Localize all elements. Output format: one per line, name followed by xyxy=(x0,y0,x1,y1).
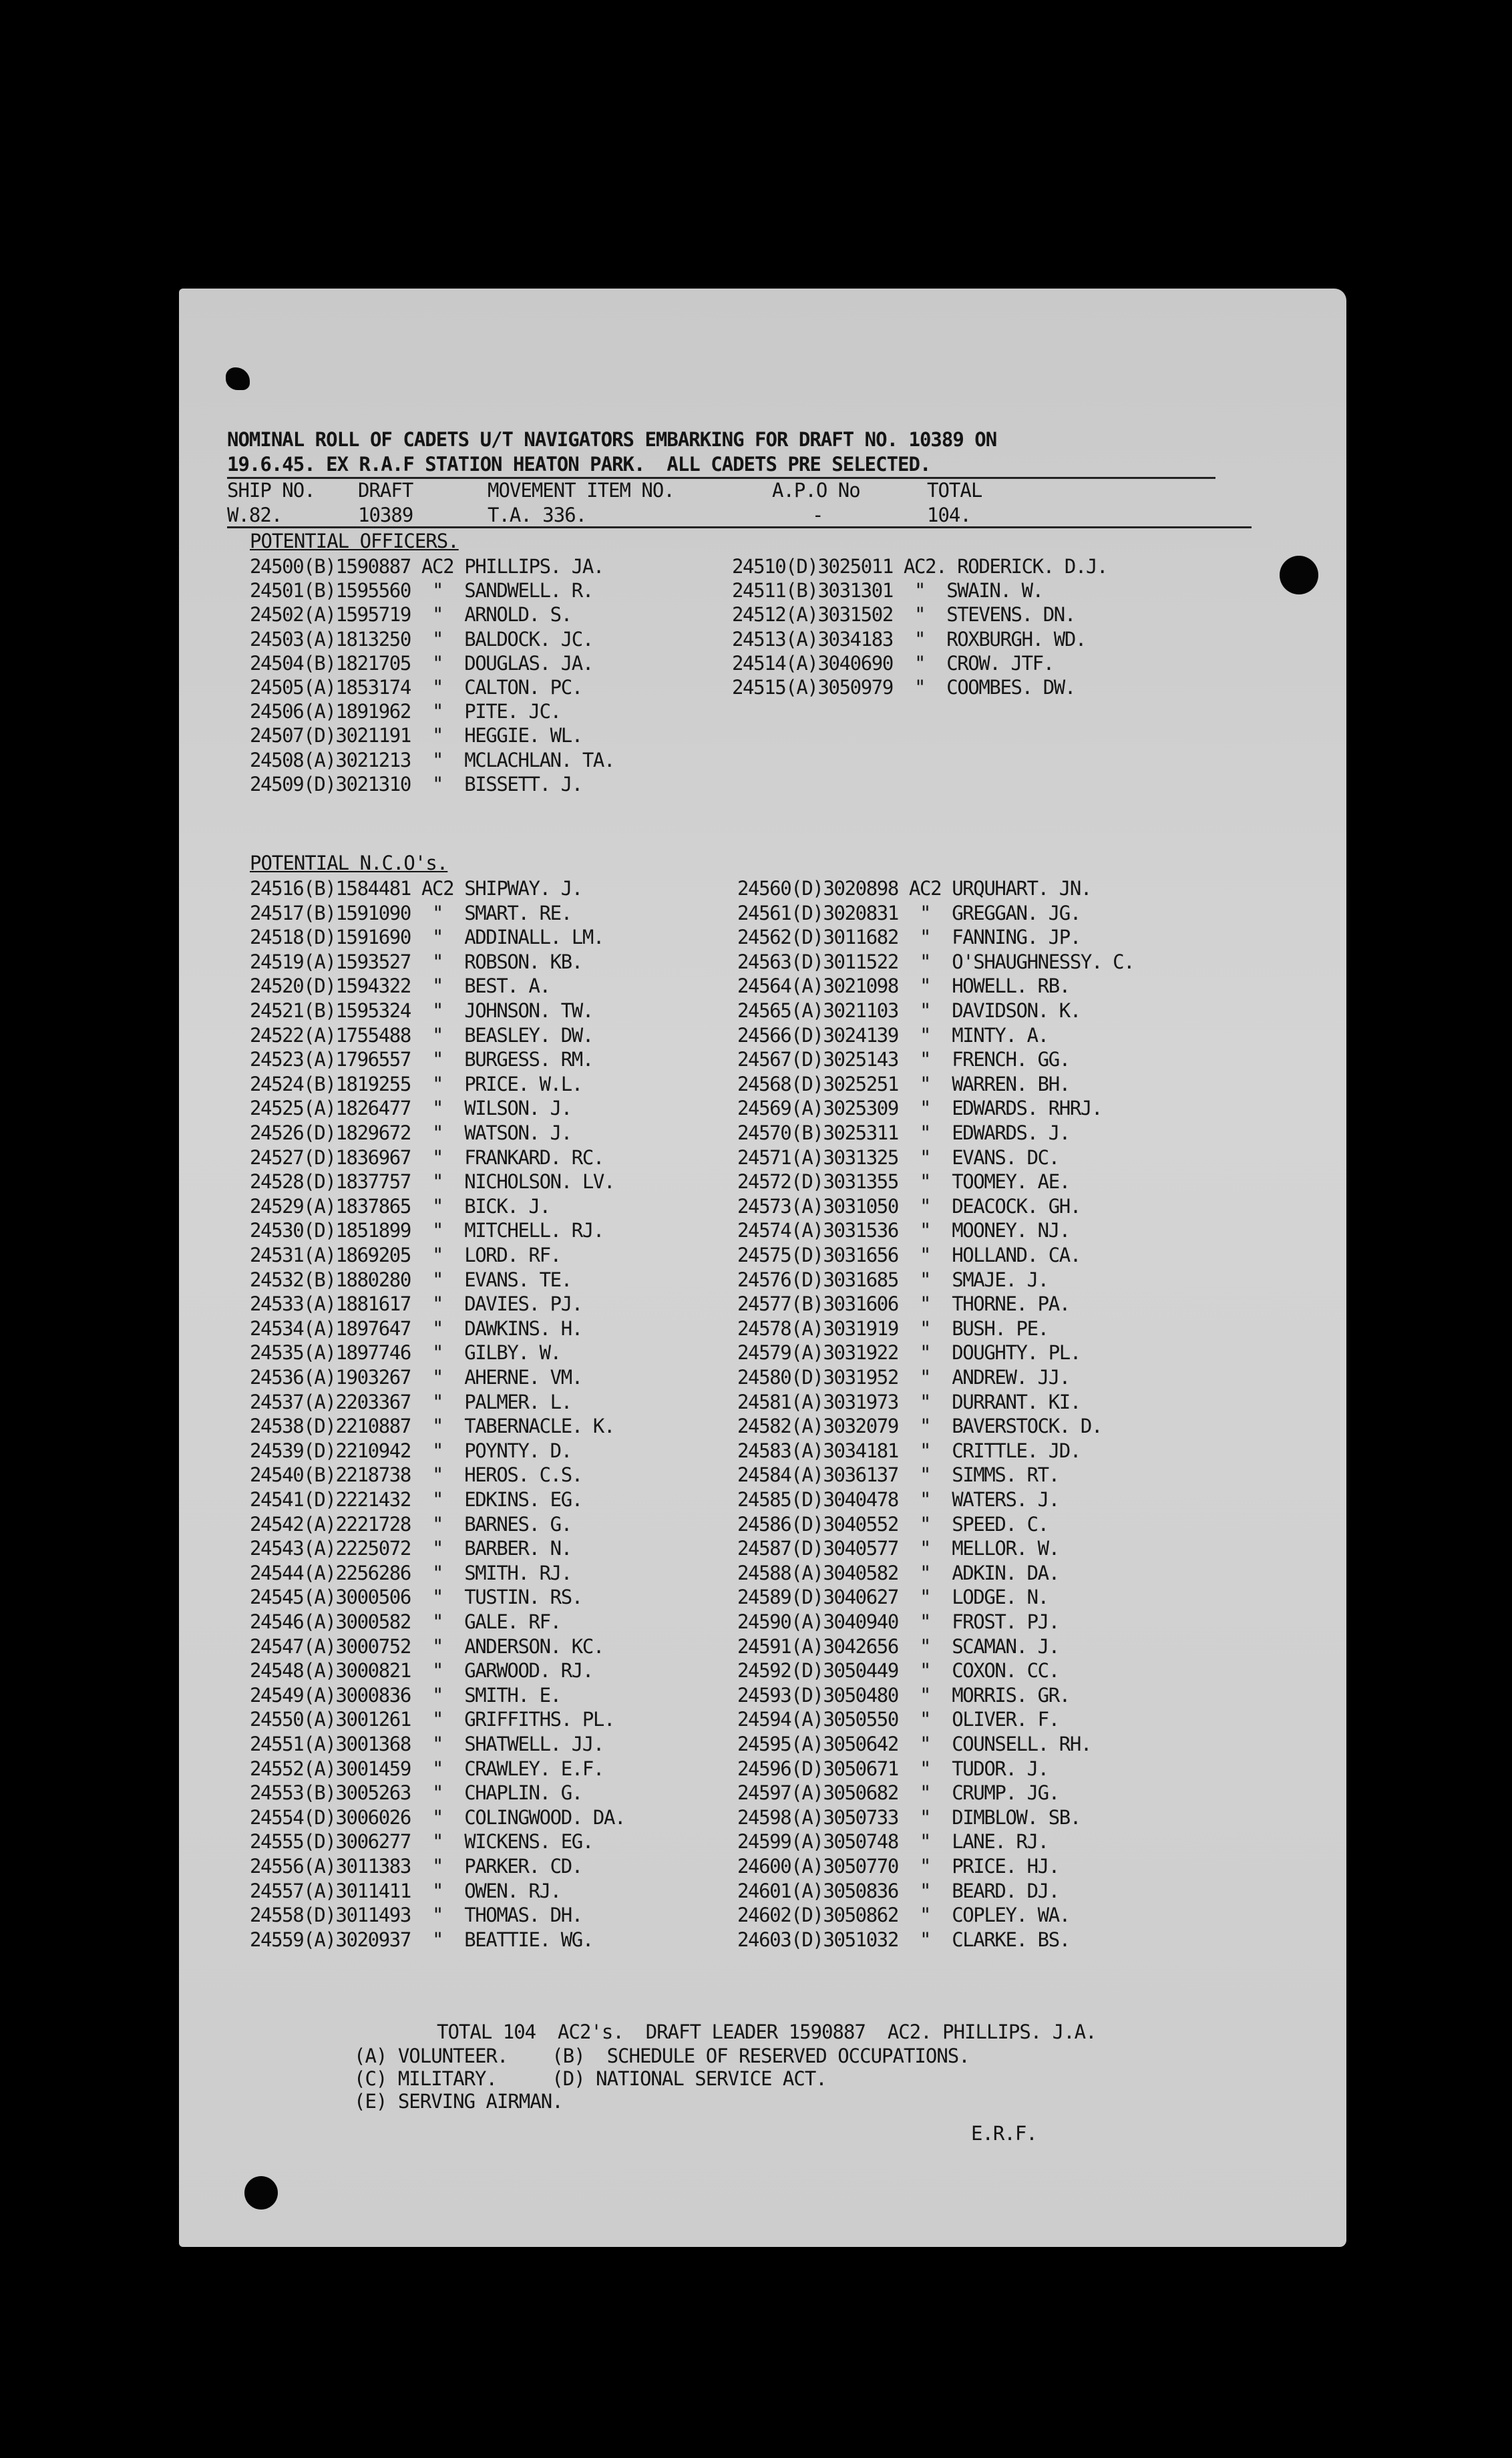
roll-entry: 24598(A)3050733 " DIMBLOW. SB. xyxy=(737,1805,1081,1829)
roll-entry: 24512(A)3031502 " STEVENS. DN. xyxy=(732,603,1075,627)
roll-entry: 24500(B)1590887 AC2 PHILLIPS. JA. xyxy=(250,555,604,578)
roll-entry: 24574(A)3031536 " MOONEY. NJ. xyxy=(737,1219,1070,1242)
col-header-total: TOTAL xyxy=(927,479,982,502)
roll-entry: 24523(A)1796557 " BURGESS. RM. xyxy=(250,1048,593,1071)
col-value-total: 104. xyxy=(927,504,971,526)
roll-entry: 24540(B)2218738 " HEROS. C.S. xyxy=(250,1463,582,1487)
roll-entry: 24530(D)1851899 " MITCHELL. RJ. xyxy=(250,1219,604,1242)
punch-hole xyxy=(1280,556,1318,594)
roll-entry: 24576(D)3031685 " SMAJE. J. xyxy=(737,1268,1049,1291)
total-line: TOTAL 104 AC2's. DRAFT LEADER 1590887 AC2. PHILLIPS. J.A. xyxy=(437,2021,1097,2043)
signature-initials: E.R.F. xyxy=(971,2122,1037,2145)
roll-entry: 24542(A)2221728 " BARNES. G. xyxy=(250,1512,572,1536)
roll-entry: 24536(A)1903267 " AHERNE. VM. xyxy=(250,1366,582,1389)
roll-entry: 24532(B)1880280 " EVANS. TE. xyxy=(250,1268,572,1291)
roll-entry: 24572(D)3031355 " TOOMEY. AE. xyxy=(737,1170,1070,1194)
roll-entry: 24552(A)3001459 " CRAWLEY. E.F. xyxy=(250,1757,604,1780)
roll-entry: 24595(A)3050642 " COUNSELL. RH. xyxy=(737,1733,1091,1755)
roll-entry: 24549(A)3000836 " SMITH. E. xyxy=(250,1683,561,1707)
roll-entry: 24557(A)3011411 " OWEN. RJ. xyxy=(250,1879,561,1902)
roll-entry: 24553(B)3005263 " CHAPLIN. G. xyxy=(250,1781,582,1805)
roll-entry: 24564(A)3021098 " HOWELL. RB. xyxy=(737,975,1070,998)
col-value-draft: 10389 xyxy=(358,504,413,526)
roll-entry: 24596(D)3050671 " TUDOR. J. xyxy=(737,1757,1049,1780)
roll-entry: 24561(D)3020831 " GREGGAN. JG. xyxy=(737,901,1081,924)
section-title-ncos: POTENTIAL N.C.O's. xyxy=(250,852,448,874)
roll-entry: 24514(A)3040690 " CROW. JTF. xyxy=(732,651,1054,675)
roll-entry: 24525(A)1826477 " WILSON. J. xyxy=(250,1097,572,1120)
roll-entry: 24538(D)2210887 " TABERNACLE. K. xyxy=(250,1415,615,1438)
roll-entry: 24511(B)3031301 " SWAIN. W. xyxy=(732,579,1043,602)
col-header-movement: MOVEMENT ITEM NO. xyxy=(488,479,675,502)
roll-entry: 24580(D)3031952 " ANDREW. JJ. xyxy=(737,1366,1070,1389)
roll-entry: 24503(A)1813250 " BALDOCK. JC. xyxy=(250,627,593,651)
roll-entry: 24504(B)1821705 " DOUGLAS. JA. xyxy=(250,651,593,675)
roll-entry: 24535(A)1897746 " GILBY. W. xyxy=(250,1341,561,1365)
roll-entry: 24587(D)3040577 " MELLOR. W. xyxy=(737,1537,1059,1560)
roll-entry: 24555(D)3006277 " WICKENS. EG. xyxy=(250,1830,593,1854)
roll-entry: 24560(D)3020898 AC2 URQUHART. JN. xyxy=(737,877,1091,900)
col-header-apo: A.P.O No xyxy=(772,479,860,502)
roll-entry: 24518(D)1591690 " ADDINALL. LM. xyxy=(250,926,604,949)
roll-entry: 24600(A)3050770 " PRICE. HJ. xyxy=(737,1855,1059,1878)
roll-entry: 24534(A)1897647 " DAWKINS. H. xyxy=(250,1316,582,1340)
roll-entry: 24522(A)1755488 " BEASLEY. DW. xyxy=(250,1023,593,1047)
roll-entry: 24521(B)1595324 " JOHNSON. TW. xyxy=(250,999,593,1022)
roll-entry: 24528(D)1837757 " NICHOLSON. LV. xyxy=(250,1170,615,1194)
roll-entry: 24529(A)1837865 " BICK. J. xyxy=(250,1194,550,1218)
roll-entry: 24539(D)2210942 " POYNTY. D. xyxy=(250,1439,572,1462)
roll-entry: 24562(D)3011682 " FANNING. JP. xyxy=(737,926,1081,949)
roll-entry: 24589(D)3040627 " LODGE. N. xyxy=(737,1586,1049,1609)
roll-entry: 24510(D)3025011 AC2. RODERICK. D.J. xyxy=(732,555,1108,578)
roll-entry: 24548(A)3000821 " GARWOOD. RJ. xyxy=(250,1659,593,1683)
legend-line-2: (C) MILITARY. (D) NATIONAL SERVICE ACT. xyxy=(354,2067,827,2090)
roll-entry: 24543(A)2225072 " BARBER. N. xyxy=(250,1537,572,1560)
roll-entry: 24599(A)3050748 " LANE. RJ. xyxy=(737,1830,1049,1854)
roll-entry: 24546(A)3000582 " GALE. RF. xyxy=(250,1610,561,1633)
roll-entry: 24570(B)3025311 " EDWARDS. J. xyxy=(737,1121,1070,1144)
roll-entry: 24602(D)3050862 " COPLEY. WA. xyxy=(737,1904,1070,1927)
col-value-apo: - xyxy=(812,504,823,526)
roll-entry: 24556(A)3011383 " PARKER. CD. xyxy=(250,1855,582,1878)
roll-entry: 24582(A)3032079 " BAVERSTOCK. D. xyxy=(737,1415,1103,1438)
roll-entry: 24526(D)1829672 " WATSON. J. xyxy=(250,1121,572,1144)
legend-line-3: (E) SERVING AIRMAN. xyxy=(354,2090,563,2113)
roll-entry: 24578(A)3031919 " BUSH. PE. xyxy=(737,1316,1049,1340)
roll-entry: 24506(A)1891962 " PITE. JC. xyxy=(250,700,561,723)
roll-entry: 24569(A)3025309 " EDWARDS. RHRJ. xyxy=(737,1097,1103,1120)
roll-entry: 24502(A)1595719 " ARNOLD. S. xyxy=(250,603,572,627)
roll-entry: 24588(A)3040582 " ADKIN. DA. xyxy=(737,1561,1059,1584)
section-title-officers: POTENTIAL OFFICERS. xyxy=(250,530,459,552)
roll-entry: 24565(A)3021103 " DAVIDSON. K. xyxy=(737,999,1081,1022)
roll-entry: 24563(D)3011522 " O'SHAUGHNESSY. C. xyxy=(737,950,1135,973)
roll-entry: 24551(A)3001368 " SHATWELL. JJ. xyxy=(250,1733,604,1755)
roll-entry: 24571(A)3031325 " EVANS. DC. xyxy=(737,1146,1059,1169)
roll-entry: 24559(A)3020937 " BEATTIE. WG. xyxy=(250,1928,593,1951)
roll-entry: 24566(D)3024139 " MINTY. A. xyxy=(737,1023,1049,1047)
roll-entry: 24515(A)3050979 " COOMBES. DW. xyxy=(732,676,1075,699)
roll-entry: 24591(A)3042656 " SCAMAN. J. xyxy=(737,1634,1059,1658)
columns-underline xyxy=(227,526,1252,528)
col-value-movement: T.A. 336. xyxy=(488,504,587,526)
roll-entry: 24597(A)3050682 " CRUMP. JG. xyxy=(737,1781,1059,1805)
roll-entry: 24601(A)3050836 " BEARD. DJ. xyxy=(737,1879,1059,1902)
roll-entry: 24581(A)3031973 " DURRANT. KI. xyxy=(737,1390,1081,1413)
roll-entry: 24527(D)1836967 " FRANKARD. RC. xyxy=(250,1146,604,1169)
roll-entry: 24568(D)3025251 " WARREN. BH. xyxy=(737,1072,1070,1095)
roll-entry: 24558(D)3011493 " THOMAS. DH. xyxy=(250,1904,582,1927)
document-page xyxy=(179,289,1346,2247)
roll-entry: 24573(A)3031050 " DEACOCK. GH. xyxy=(737,1194,1081,1218)
col-header-draft: DRAFT xyxy=(358,479,413,502)
roll-entry: 24586(D)3040552 " SPEED. C. xyxy=(737,1512,1049,1536)
roll-entry: 24575(D)3031656 " HOLLAND. CA. xyxy=(737,1244,1081,1266)
roll-entry: 24507(D)3021191 " HEGGIE. WL. xyxy=(250,724,582,747)
roll-entry: 24547(A)3000752 " ANDERSON. KC. xyxy=(250,1634,604,1658)
roll-entry: 24554(D)3006026 " COLINGWOOD. DA. xyxy=(250,1805,626,1829)
roll-entry: 24577(B)3031606 " THORNE. PA. xyxy=(737,1292,1070,1316)
roll-entry: 24584(A)3036137 " SIMMS. RT. xyxy=(737,1463,1059,1487)
ink-mark xyxy=(226,367,250,390)
col-header-ship: SHIP NO. xyxy=(227,479,315,502)
roll-entry: 24519(A)1593527 " ROBSON. KB. xyxy=(250,950,582,973)
roll-entry: 24524(B)1819255 " PRICE. W.L. xyxy=(250,1072,582,1095)
roll-entry: 24583(A)3034181 " CRITTLE. JD. xyxy=(737,1439,1081,1462)
roll-entry: 24567(D)3025143 " FRENCH. GG. xyxy=(737,1048,1070,1071)
roll-entry: 24544(A)2256286 " SMITH. RJ. xyxy=(250,1561,572,1584)
roll-entry: 24501(B)1595560 " SANDWELL. R. xyxy=(250,579,593,602)
roll-entry: 24593(D)3050480 " MORRIS. GR. xyxy=(737,1683,1070,1707)
roll-entry: 24579(A)3031922 " DOUGHTY. PL. xyxy=(737,1341,1081,1365)
roll-entry: 24590(A)3040940 " FROST. PJ. xyxy=(737,1610,1059,1633)
roll-entry: 24509(D)3021310 " BISSETT. J. xyxy=(250,772,582,796)
roll-entry: 24513(A)3034183 " ROXBURGH. WD. xyxy=(732,627,1086,651)
roll-entry: 24603(D)3051032 " CLARKE. BS. xyxy=(737,1928,1070,1951)
roll-entry: 24545(A)3000506 " TUSTIN. RS. xyxy=(250,1586,582,1609)
col-value-ship: W.82. xyxy=(227,504,282,526)
heading-line-2: 19.6.45. EX R.A.F STATION HEATON PARK. ALL CADETS PRE SELECTED. xyxy=(227,453,931,476)
roll-entry: 24508(A)3021213 " MCLACHLAN. TA. xyxy=(250,748,615,771)
roll-entry: 24533(A)1881617 " DAVIES. PJ. xyxy=(250,1292,582,1316)
roll-entry: 24520(D)1594322 " BEST. A. xyxy=(250,975,550,998)
roll-entry: 24537(A)2203367 " PALMER. L. xyxy=(250,1390,572,1413)
roll-entry: 24594(A)3050550 " OLIVER. F. xyxy=(737,1708,1059,1731)
roll-entry: 24550(A)3001261 " GRIFFITHS. PL. xyxy=(250,1708,615,1731)
roll-entry: 24517(B)1591090 " SMART. RE. xyxy=(250,901,572,924)
roll-entry: 24516(B)1584481 AC2 SHIPWAY. J. xyxy=(250,877,582,900)
punch-hole xyxy=(244,2176,278,2210)
heading-line-1: NOMINAL ROLL OF CADETS U/T NAVIGATORS EMBARKING FOR DRAFT NO. 10389 ON xyxy=(227,428,997,451)
roll-entry: 24531(A)1869205 " LORD. RF. xyxy=(250,1244,561,1266)
roll-entry: 24592(D)3050449 " COXON. CC. xyxy=(737,1659,1059,1683)
roll-entry: 24541(D)2221432 " EDKINS. EG. xyxy=(250,1488,582,1511)
roll-entry: 24505(A)1853174 " CALTON. PC. xyxy=(250,676,582,699)
legend-line-1: (A) VOLUNTEER. (B) SCHEDULE OF RESERVED OCCUPATIONS. xyxy=(354,2045,970,2067)
roll-entry: 24585(D)3040478 " WATERS. J. xyxy=(737,1488,1059,1511)
